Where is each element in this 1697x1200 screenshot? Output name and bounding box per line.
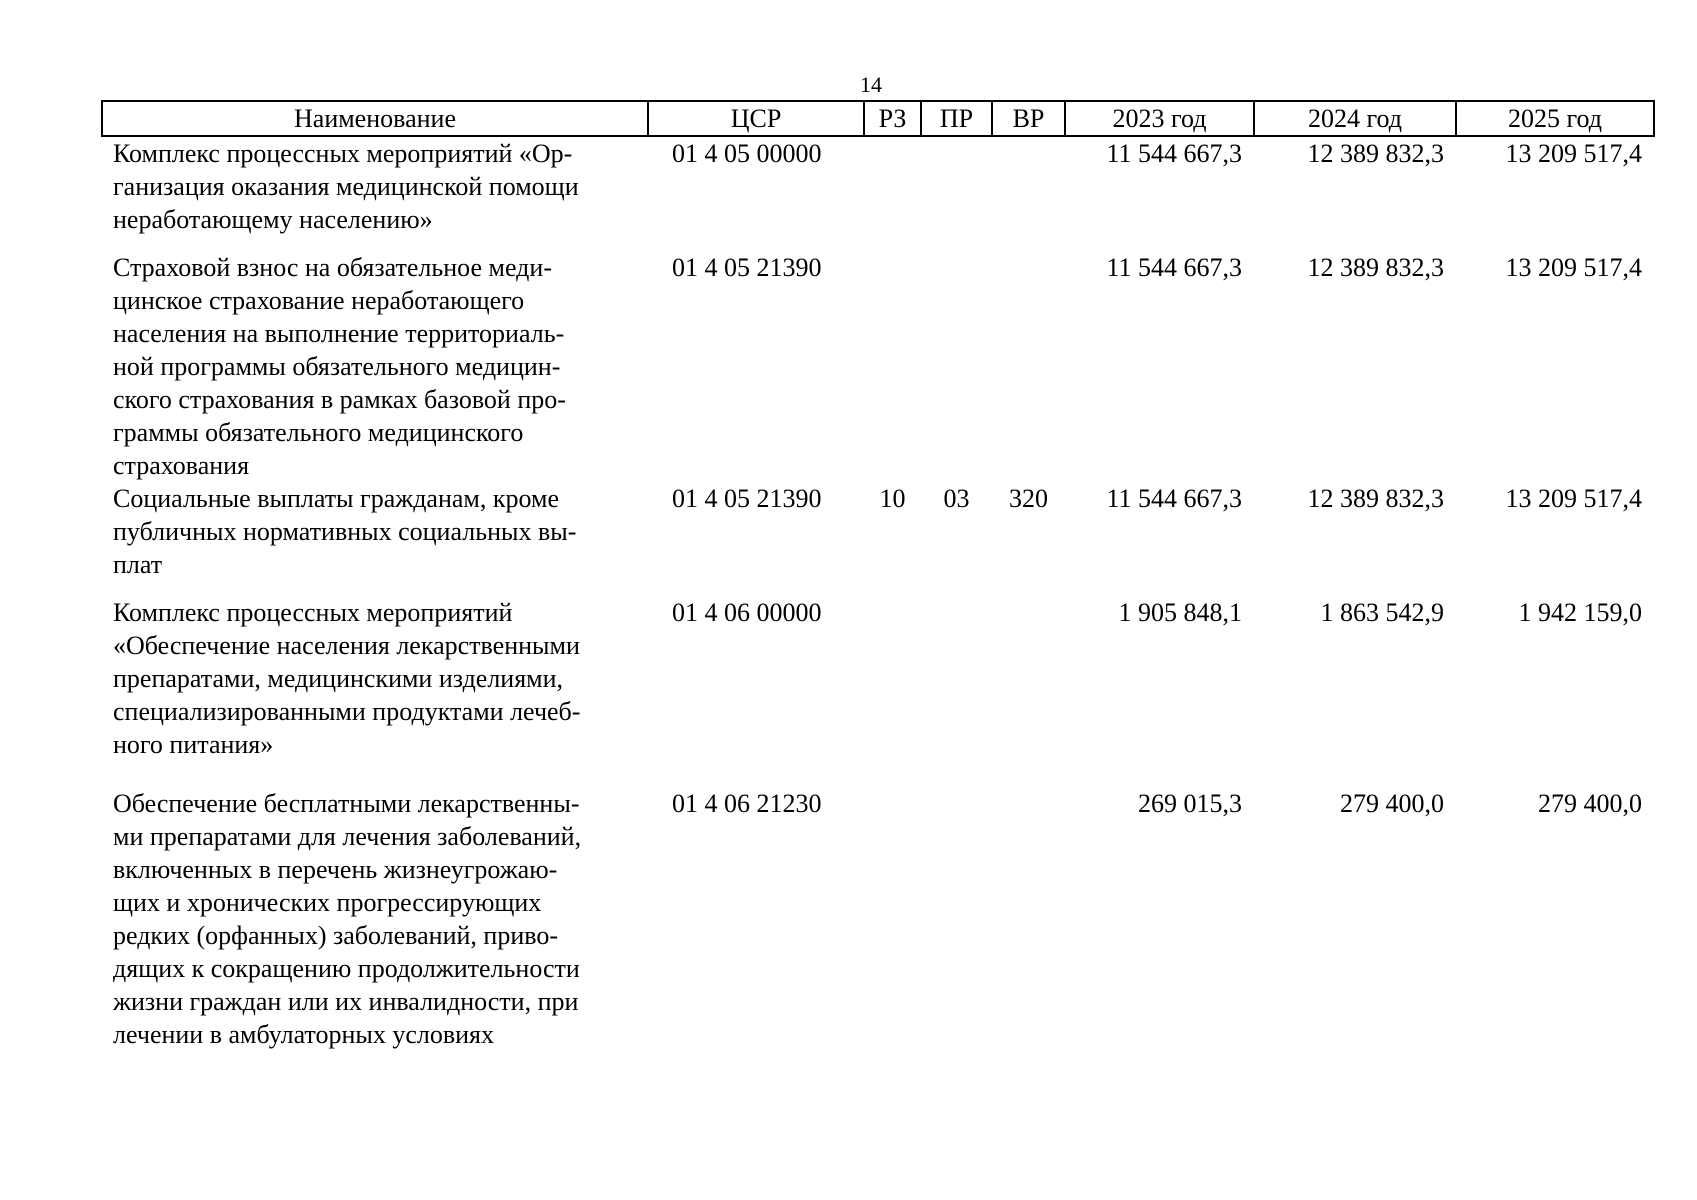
- row-2024: 1 863 542,9: [1320, 598, 1444, 627]
- row-name: [102, 251, 648, 482]
- table-row: [102, 482, 1654, 596]
- row-name-line: публичных нормативных социальных вы-: [113, 517, 577, 546]
- row-name-line: Страховой взнос на обязательное меди-: [113, 253, 552, 282]
- row-2024: 12 389 832,3: [1307, 253, 1444, 282]
- row-name-line: включенных в перечень жизнеугрожаю-: [113, 855, 558, 884]
- row-2024: 279 400,0: [1340, 789, 1444, 818]
- row-csr: 01 4 06 21230: [672, 789, 822, 818]
- row-2023: 11 544 667,3: [1106, 484, 1242, 513]
- row-name-line: препаратами, медицинскими изделиями,: [113, 664, 564, 693]
- row-2024: 12 389 832,3: [1307, 139, 1444, 168]
- row-name-line: лечении в амбулаторных условиях: [113, 1020, 494, 1049]
- page-number: 14: [860, 72, 882, 97]
- row-name-line: граммы обязательного медицинского: [113, 418, 524, 447]
- row-name-line: ми препаратами для лечения заболеваний,: [113, 822, 582, 851]
- row-2025: 279 400,0: [1538, 789, 1642, 818]
- row-csr: 01 4 05 00000: [672, 139, 822, 168]
- row-2023: 11 544 667,3: [1106, 253, 1242, 282]
- row-rz: 10: [879, 484, 906, 513]
- row-name-line: специализированными продуктами лечеб-: [113, 697, 581, 726]
- row-pr: [921, 596, 992, 787]
- row-csr: 01 4 06 00000: [672, 598, 822, 627]
- row-name: [102, 787, 648, 1051]
- header-name: Наименование: [102, 101, 648, 136]
- row-rz: [864, 596, 921, 787]
- row-name-line: страхования: [113, 451, 250, 480]
- row-rz: [864, 787, 921, 1051]
- row-2025: 13 209 517,4: [1505, 484, 1642, 513]
- row-2023: 11 544 667,3: [1106, 139, 1242, 168]
- header-pr: ПР: [921, 101, 992, 136]
- row-name-line: Обеспечение бесплатными лекарственны-: [113, 789, 580, 818]
- row-name-line: Комплекс процессных мероприятий «Ор-: [113, 139, 573, 168]
- row-csr: 01 4 05 21390: [672, 253, 822, 282]
- row-2024: 12 389 832,3: [1307, 484, 1444, 513]
- table-row: [102, 787, 1654, 1051]
- row-csr: 01 4 05 21390: [672, 484, 822, 513]
- budget-table: [101, 100, 1655, 1051]
- row-name: [102, 482, 648, 596]
- row-name-line: «Обеспечение населения лекарственными: [113, 631, 580, 660]
- table-header-row: [102, 101, 1654, 136]
- header-2024: 2024 год: [1254, 101, 1456, 136]
- row-name: [102, 136, 648, 251]
- row-2023: 269 015,3: [1138, 789, 1242, 818]
- row-name-line: ной программы обязательного медицин-: [113, 352, 561, 381]
- row-vr: [992, 596, 1065, 787]
- row-pr: [921, 787, 992, 1051]
- header-csr: ЦСР: [648, 101, 864, 136]
- row-name-line: цинское страхование неработающего: [113, 286, 525, 315]
- row-name-line: ганизация оказания медицинской помощи: [113, 172, 579, 201]
- header-vr: ВР: [992, 101, 1065, 136]
- row-name-line: неработающему населению»: [113, 205, 433, 234]
- row-name-line: дящих к сокращению продолжительности: [113, 954, 580, 983]
- row-rz: [864, 136, 921, 251]
- row-2023: 1 905 848,1: [1118, 598, 1242, 627]
- row-name-line: ского страхования в рамках базовой про-: [113, 385, 566, 414]
- table-row: [102, 251, 1654, 482]
- row-pr: [921, 251, 992, 482]
- row-name-line: населения на выполнение территориаль-: [113, 319, 565, 348]
- row-2025: 13 209 517,4: [1505, 253, 1642, 282]
- row-name-line: плат: [113, 550, 163, 579]
- row-name-line: Комплекс процессных мероприятий: [113, 598, 513, 627]
- header-rz: РЗ: [864, 101, 921, 136]
- row-name: [102, 596, 648, 787]
- row-2025: 13 209 517,4: [1505, 139, 1642, 168]
- row-2025: 1 942 159,0: [1518, 598, 1642, 627]
- row-rz: [864, 251, 921, 482]
- row-vr: [992, 251, 1065, 482]
- row-vr: [992, 136, 1065, 251]
- row-pr: [921, 136, 992, 251]
- row-name-line: ного питания»: [113, 730, 274, 759]
- row-pr: 03: [943, 484, 970, 513]
- table-row: [102, 596, 1654, 787]
- row-name-line: щих и хронических прогрессирующих: [113, 888, 542, 917]
- row-vr: 320: [1009, 484, 1048, 513]
- row-name-line: Социальные выплаты гражданам, кроме: [113, 484, 559, 513]
- row-name-line: редких (орфанных) заболеваний, приво-: [113, 921, 558, 950]
- header-2023: 2023 год: [1065, 101, 1254, 136]
- header-2025: 2025 год: [1456, 101, 1654, 136]
- row-vr: [992, 787, 1065, 1051]
- row-name-line: жизни граждан или их инвалидности, при: [113, 987, 579, 1016]
- table-row: [102, 136, 1654, 251]
